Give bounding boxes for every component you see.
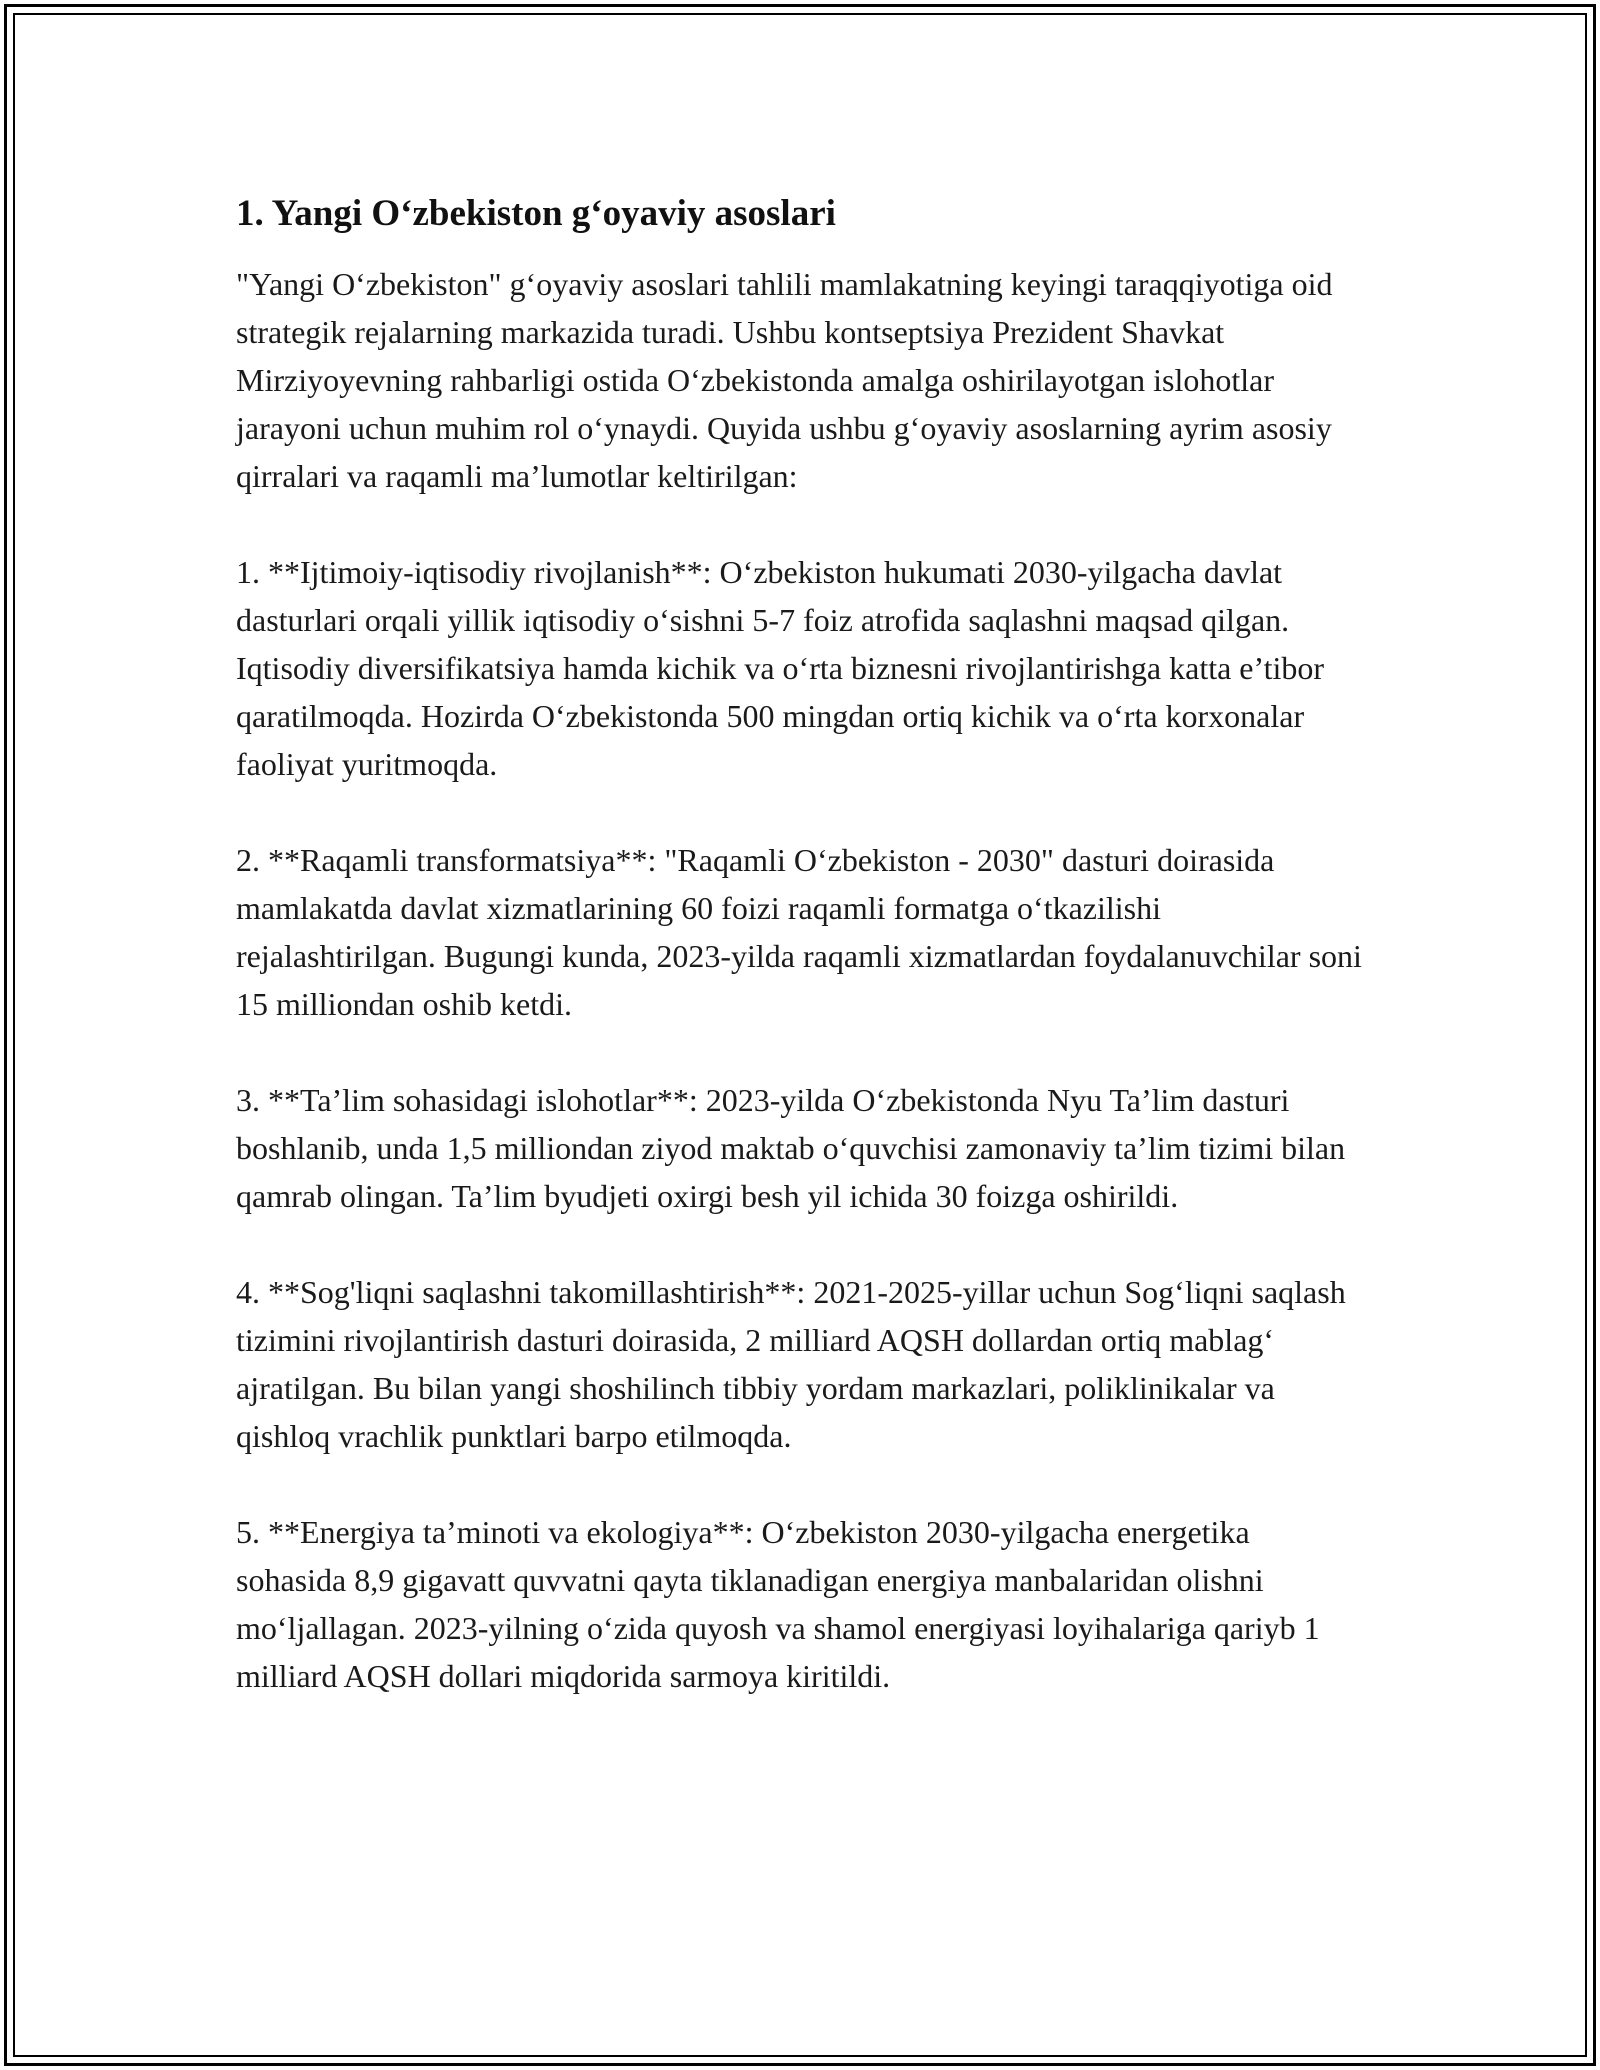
paragraph-education-reforms: 3. **Ta’lim sohasidagi islohotlar**: 2023-yilda O‘zbekistonda Nyu Ta’lim dasturi boshlanib, unda 1,5 milliondan ziyod maktab o‘quvchisi zamonaviy ta’lim tizimi bilan qamrab olingan. Ta’lim byudjeti oxirgi besh yil ichida 30 foizga oshirildi. [236, 1082, 1346, 1214]
document-body [236, 186, 1366, 1748]
paragraph-energy-ecology: 5. **Energiya ta’minoti va ekologiya**: O‘zbekiston 2030-yilgacha energetika sohasida 8,9 gigavatt quvvatni qayta tiklanadigan energiya manbalaridan olishni mo‘ljallagan. 2023-yilning o‘zida quyosh va shamol energiyasi loyihalariga qariyb 1 milliard AQSH dollari miqdorida sarmoya kiritildi. [236, 1514, 1320, 1694]
document-title: 1. Yangi O‘zbekiston g‘oyaviy asoslari [236, 193, 836, 234]
paragraph-digital-transformation: 2. **Raqamli transformatsiya**: "Raqamli O‘zbekiston - 2030" dasturi doirasida mamlakatda davlat xizmatlarining 60 foizi raqamli formatga o‘tkazilishi rejalashtirilgan. Bugungi kunda, 2023-yilda raqamli xizmatlardan foydalanuvchilar soni 15 milliondan oshib ketdi. [236, 842, 1362, 1022]
paragraph-socio-economic: 1. **Ijtimoiy-iqtisodiy rivojlanish**: O‘zbekiston hukumati 2030-yilgacha davlat dasturlari orqali yillik iqtisodiy o‘sishni 5-7 foiz atrofida saqlashni maqsad qilgan. Iqtisodiy diversifikatsiya hamda kichik va o‘rta biznesni rivojlantirishga katta e’tibor qaratilmoqda. Hozirda O‘zbekistonda 500 mingdan ortiq kichik va o‘rta korxonalar faoliyat yuritmoqda. [236, 554, 1325, 782]
intro-paragraph: "Yangi O‘zbekiston" g‘oyaviy asoslari tahlili mamlakatning keyingi taraqqiyotiga oid strategik rejalarning markazida turadi. Ushbu kontseptsiya Prezident Shavkat Mirziyoyevning rahbarligi ostida O‘zbekistonda amalga oshirilayotgan islohotlar jarayoni uchun muhim rol o‘ynaydi. Quyida ushbu g‘oyaviy asoslarning ayrim asosiy qirralari va raqamli ma’lumotlar keltirilgan: [236, 266, 1333, 494]
paragraph-healthcare: 4. **Sog'liqni saqlashni takomillashtirish**: 2021-2025-yillar uchun Sog‘liqni saqlash tizimini rivojlantirish dasturi doirasida, 2 milliard AQSH dollardan ortiq mablag‘ ajratilgan. Bu bilan yangi shoshilinch tibbiy yordam markazlari, poliklinikalar va qishloq vrachlik punktlari barpo etilmoqda. [236, 1274, 1346, 1454]
